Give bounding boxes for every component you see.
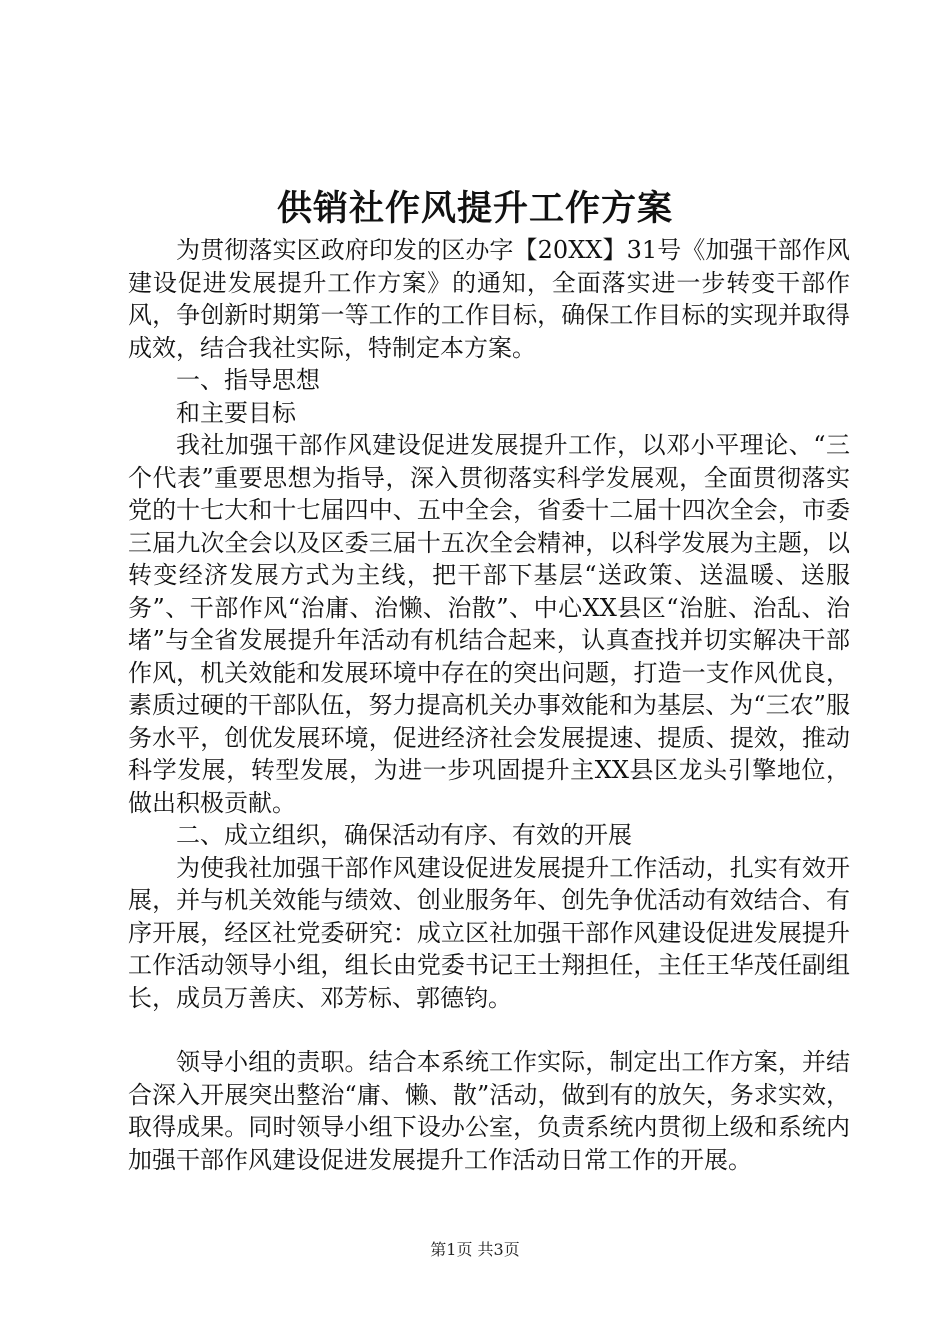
leadership-duties-paragraph: 领导小组的责职。结合本系统工作实际，制定出工作方案，并结合深入开展突出整治“庸、懒、散”活动，做到有的放矢，务求实效，取得成果。同时领导小组下设办公室，负责系统内贯彻上级和系统内加强干部作风建设促进发展提升工作活动日常工作的开展。 xyxy=(128,1048,850,1174)
page-indicator: 第1页 共3页 xyxy=(430,1240,520,1259)
document-title: 供销社作风提升工作方案 xyxy=(276,188,673,229)
section-heading-organization: 二、成立组织，确保活动有序、有效的开展 xyxy=(176,821,632,849)
organization-paragraph: 为使我社加强干部作风建设促进发展提升工作活动，扎实有效开展，并与机关效能与绩效、创业服务年、创先争优活动有效结合、有序开展，经区社党委研究：成立区社加强干部作风建设促进发展提升工作活动领导小组，组长由党委书记王士翔担任，主任王华茂任副组长，成员万善庆、邓芳标、郭德钧。 xyxy=(128,853,850,1012)
section-heading-main-goals: 和主要目标 xyxy=(176,398,296,427)
intro-paragraph: 为贯彻落实区政府印发的区办字【20XX】31号《加强干部作风建设促进发展提升工作方案》的通知，全面落实进一步转变干部作风，争创新时期第一等工作的工作目标，确保工作目标的实现并取得成效，结合我社实际，特制定本方案。 xyxy=(128,236,850,362)
section-heading-guiding-thought: 一、指导思想 xyxy=(176,366,320,394)
guiding-thought-paragraph: 我社加强干部作风建设促进发展提升工作，以邓小平理论、“三个代表”重要思想为指导，深入贯彻落实科学发展观，全面贯彻落实党的十七大和十七届四中、五中全会，省委十二届十四次全会，市委三届九次全会以及区委三届十五次全会精神，以科学发展为主题，以转变经济发展方式为主线，把干部下基层“送政策、送温暖、送服务”、干部作风“治庸、治懒、治散”、中心XX县区“治脏、治乱、治堵”与全省发展提升年活动有机结合起来，认真查找并切实解决干部作风，机关效能和发展环境中存在的突出问题，打造一支作风优良，素质过硬的干部队伍，努力提高机关办事效能和为基层、为“三农”服务水平，创优发展环境，促进经济社会发展提速、提质、提效，推动科学发展，转型发展，为进一步巩固提升主XX县区龙头引擎地位，做出积极贡献。 xyxy=(128,431,850,817)
document-body xyxy=(128,234,850,1176)
